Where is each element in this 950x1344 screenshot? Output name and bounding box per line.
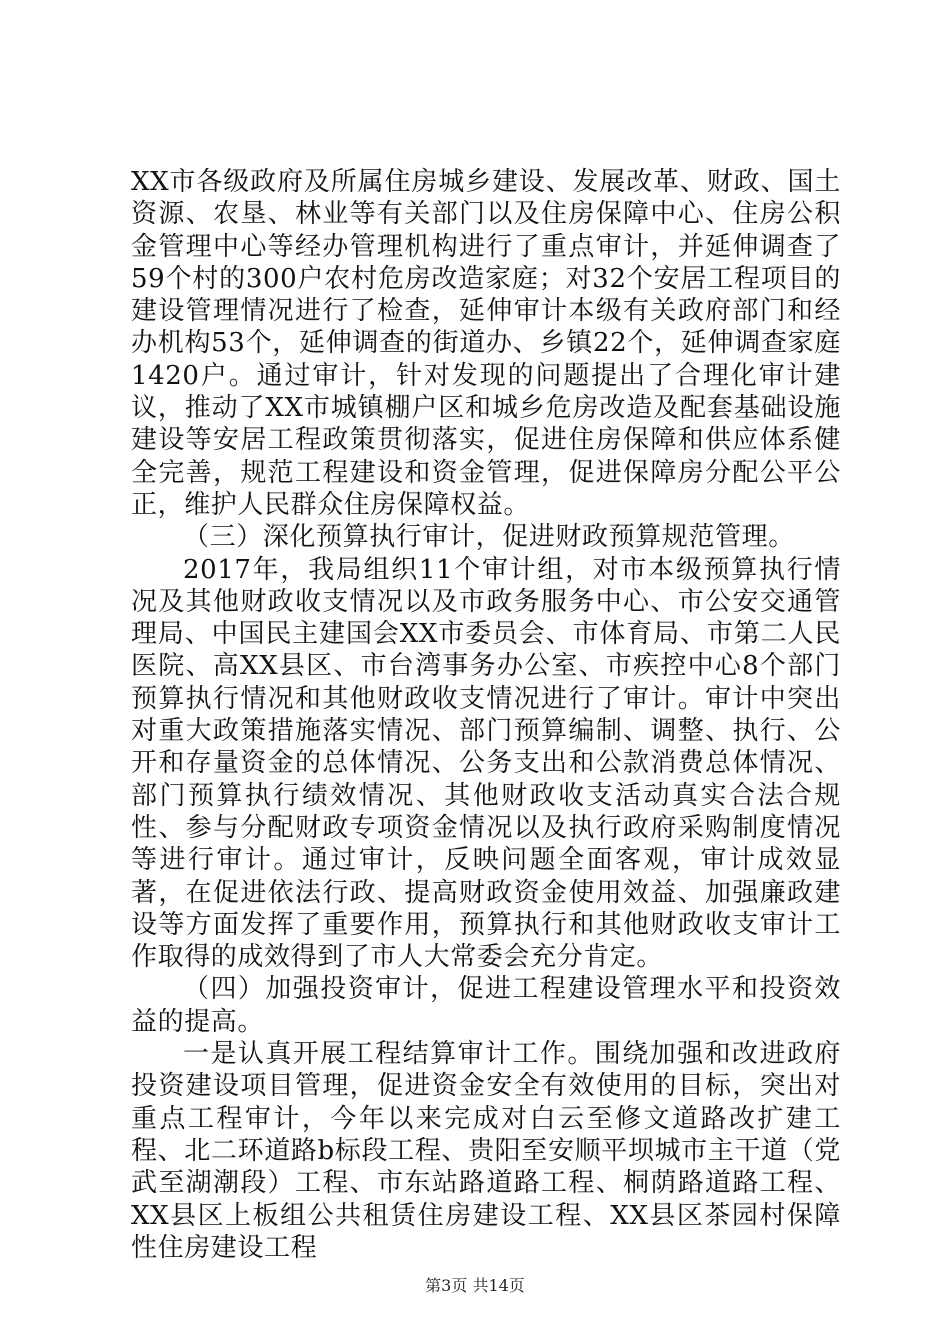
- section-heading-three: （三）深化预算执行审计，促进财政预算规范管理。: [183, 522, 795, 553]
- document-body: [131, 166, 841, 1264]
- paragraph-budget-audit: 2017年，我局组织11个审计组，对市本级预算执行情况及其他财政收支情况以及市政务服务中心、市公安交通管理局、中国民主建国会XX市委员会、市体育局、市第二人民医院、高XX县区、市台湾事务办公室、市疾控中心8个部门预算执行情况和其他财政收支情况进行了审计。审计中突出对重大政策措施落实情况、部门预算编制、调整、执行、公开和存量资金的总体情况、公务支出和公款消费总体情况、部门预算执行绩效情况、其他财政收支活动真实合法合规性、参与分配财政专项资金情况以及执行政府采购制度情况等进行审计。通过审计，反映问题全面客观，审计成效显著，在促进依法行政、提高财政资金使用效益、加强廉政建设等方面发挥了重要作用，预算执行和其他财政收支审计工作取得的成效得到了市人大常委会充分肯定。: [131, 554, 841, 973]
- paragraph-settlement-audit: 一是认真开展工程结算审计工作。围绕加强和改进政府投资建设项目管理，促进资金安全有效使用的目标，突出对重点工程审计，今年以来完成对白云至修文道路改扩建工程、北二环道路b标段工程、贵阳至安顺平坝城市主干道（党武至湖潮段）工程、市东站路道路工程、桐荫路道路工程、XX县区上板组公共租赁住房建设工程、XX县区茶园村保障性住房建设工程: [131, 1039, 841, 1263]
- paragraph-continuation: XX市各级政府及所属住房城乡建设、发展改革、财政、国土资源、农垦、林业等有关部门以及住房保障中心、住房公积金管理中心等经办管理机构进行了重点审计，并延伸调查了59个村的300户农村危房改造家庭；对32个安居工程项目的建设管理情况进行了检查，延伸审计本级有关政府部门和经办机构53个，延伸调查的街道办、乡镇22个，延伸调查家庭1420户。通过审计，针对发现的问题提出了合理化审计建议，推动了XX市城镇棚户区和城乡危房改造及配套基础设施建设等安居工程政策贯彻落实，促进住房保障和供应体系健全完善，规范工程建设和资金管理，促进保障房分配公平公正，维护人民群众住房保障权益。: [131, 167, 841, 520]
- page-footer: 第3页 共14页: [425, 1276, 525, 1295]
- section-heading-four: （四）加强投资审计，促进工程建设管理水平和投资效益的提高。: [131, 974, 841, 1037]
